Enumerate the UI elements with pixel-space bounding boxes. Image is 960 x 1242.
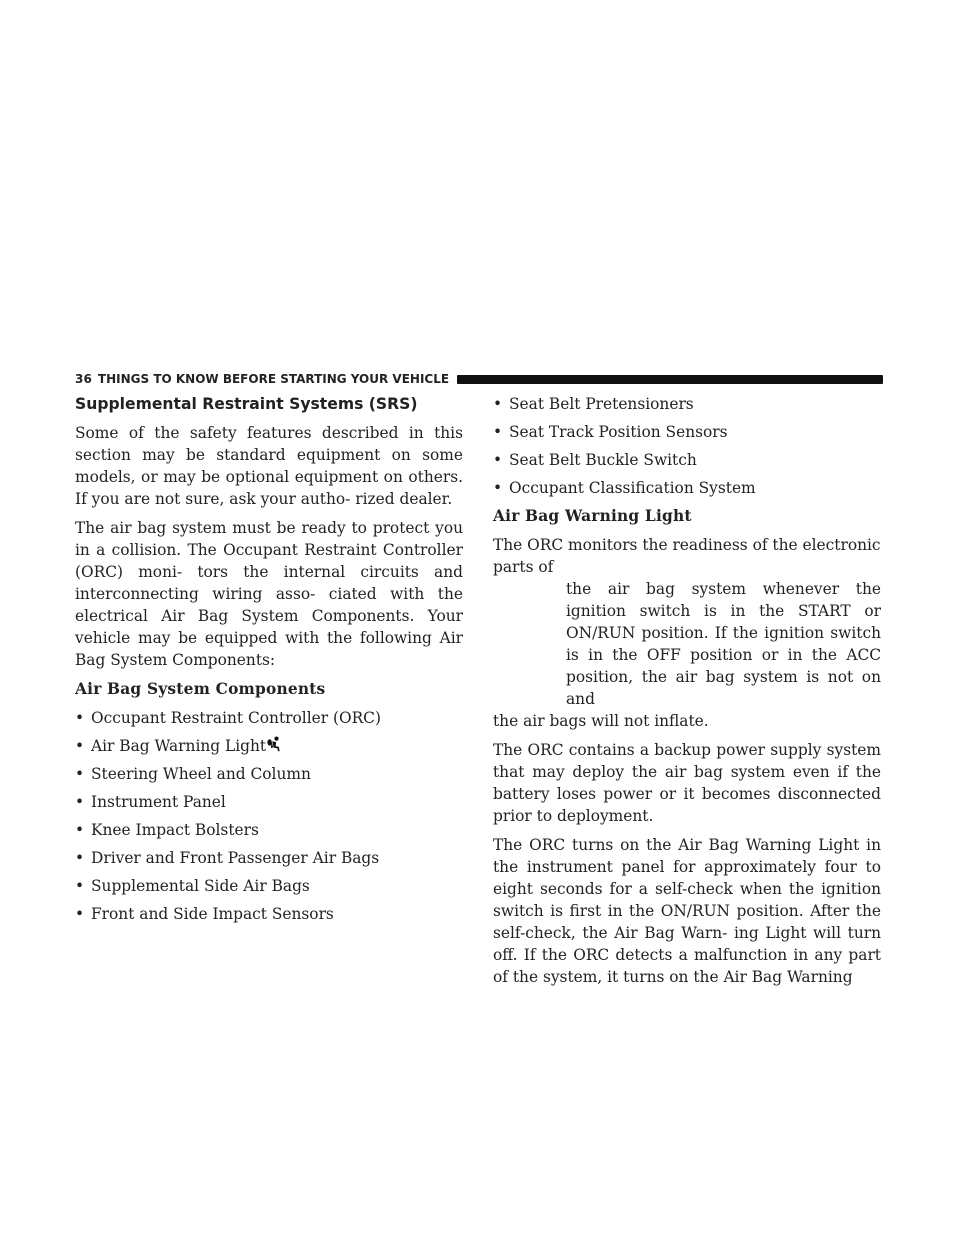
section-heading: Supplemental Restraint Systems (SRS)	[75, 395, 418, 413]
bullet: •	[75, 849, 85, 867]
readiness-paragraph	[493, 534, 881, 732]
bullet: •	[75, 877, 85, 895]
list-item: • Seat Track Position Sensors	[493, 423, 728, 441]
bullet: •	[75, 765, 85, 783]
right-column	[493, 393, 881, 995]
list-item: • Seat Belt Pretensioners	[493, 395, 694, 413]
chapter-title: THINGS TO KNOW BEFORE STARTING YOUR VEHICLE	[97, 372, 450, 386]
warning-light-subheading: Air Bag Warning Light	[493, 507, 692, 525]
self-check-paragraph: The ORC turns on the Air Bag Warning Light in the instrument panel for approximately four to eight seconds for a self-check when the ignition switch is first in the ON/RUN position. After the self-check, the Air Bag Warn- ing Light will turn off. If the ORC detects a malfunction in any part of the system, it turns on the Air Bag Warning	[493, 836, 881, 986]
airbag-warning-icon	[267, 736, 281, 752]
list-item: • Front and Side Impact Sensors	[75, 905, 334, 923]
list-item: • Instrument Panel	[75, 793, 226, 811]
list-item: • Driver and Front Passenger Air Bags	[75, 849, 380, 867]
list-item: • Occupant Classification System	[493, 479, 756, 497]
list-item: • Knee Impact Bolsters	[75, 821, 259, 839]
page-number: 36	[75, 372, 92, 386]
bullet: •	[75, 793, 85, 811]
bullet: •	[75, 709, 85, 727]
header-rule	[457, 375, 883, 384]
list-item: • Steering Wheel and Column	[75, 765, 311, 783]
readiness-first-line: The ORC monitors the readiness of the electronic parts of	[493, 536, 881, 576]
page-header	[75, 371, 883, 387]
list-item: • Supplemental Side Air Bags	[75, 877, 310, 895]
components-subheading: Air Bag System Components	[75, 680, 326, 698]
list-item: • Air Bag Warning Light	[75, 735, 463, 757]
bullet: •	[493, 423, 503, 441]
bullet: •	[493, 451, 503, 469]
readiness-indented-text: the air bag system whenever the ignition switch is in the START or ON/RUN position. If the ignition switch is in the OFF position or in the ACC position, the air bag system is not on and	[566, 580, 881, 708]
list-item: • Occupant Restraint Controller (ORC)	[75, 709, 381, 727]
readiness-last-line: the air bags will not inflate.	[493, 712, 709, 730]
list-item: • Seat Belt Buckle Switch	[493, 451, 697, 469]
orc-paragraph: The air bag system must be ready to protect you in a collision. The Occupant Restraint Controller (ORC) moni- tors the internal circuits and interconnecting wiring asso- ciated with the electrical Air Bag System Components. Your vehicle may be equipped with the following Air Bag System Components:	[75, 519, 463, 669]
intro-paragraph: Some of the safety features described in this section may be standard equipment on some models, or may be optional equipment on others. If you are not sure, ask your autho- rized dealer.	[75, 424, 463, 508]
bullet: •	[75, 905, 85, 923]
components-list	[75, 707, 463, 925]
bullet: •	[493, 395, 503, 413]
left-column	[75, 393, 463, 931]
bullet: •	[493, 479, 503, 497]
backup-power-paragraph: The ORC contains a backup power supply system that may deploy the air bag system even if the battery loses power or it becomes disconnected prior to deployment.	[493, 741, 881, 825]
components-list-continued	[493, 393, 881, 499]
bullet: •	[75, 821, 85, 839]
bullet: •	[75, 737, 85, 755]
